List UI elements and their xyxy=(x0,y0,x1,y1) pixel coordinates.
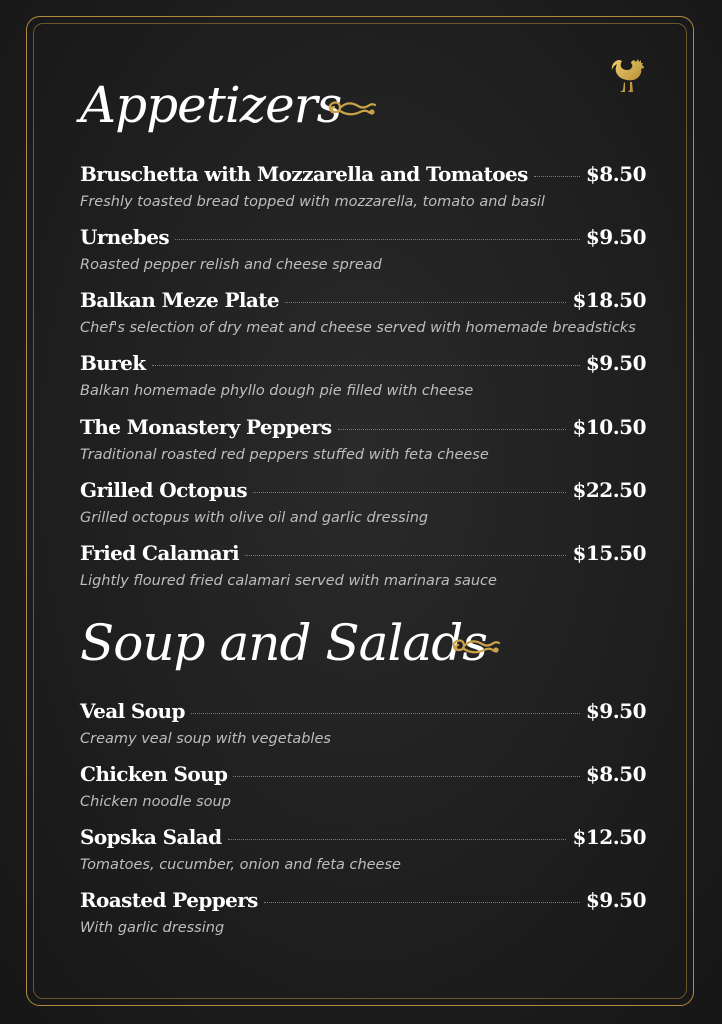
menu-item xyxy=(80,825,646,873)
dotted-leader xyxy=(285,302,566,303)
dotted-leader xyxy=(338,429,567,430)
item-description: Traditional roasted red peppers stuffed with feta cheese xyxy=(80,447,489,463)
item-name: Fried Calamari xyxy=(80,541,239,565)
menu-item xyxy=(80,541,646,589)
gold-flourish-icon xyxy=(448,634,504,662)
menu-item xyxy=(80,888,646,936)
menu-item xyxy=(80,762,646,810)
item-name: Urnebes xyxy=(80,225,170,249)
dotted-leader xyxy=(152,365,580,366)
item-name: The Monastery Peppers xyxy=(80,415,332,439)
dotted-leader xyxy=(228,839,567,840)
item-description: Tomatoes, cucumber, onion and feta cheese xyxy=(80,857,401,873)
item-price: $9.50 xyxy=(585,225,646,249)
dotted-leader xyxy=(191,713,580,714)
item-name: Burek xyxy=(80,351,146,375)
item-price: $15.50 xyxy=(572,541,646,565)
dotted-leader xyxy=(253,492,566,493)
menu-item xyxy=(80,288,646,336)
item-description: Chef's selection of dry meat and cheese served with homemade breadsticks xyxy=(80,320,636,336)
item-name: Grilled Octopus xyxy=(80,478,248,502)
section-title-soup-and-salads: Soup and Salads xyxy=(80,614,487,672)
item-description: Lightly floured fried calamari served with marinara sauce xyxy=(80,573,497,589)
dotted-leader xyxy=(534,176,580,177)
item-name: Bruschetta with Mozzarella and Tomatoes xyxy=(80,162,528,186)
item-description: Roasted pepper relish and cheese spread xyxy=(80,257,382,273)
item-name: Balkan Meze Plate xyxy=(80,288,280,312)
menu-item xyxy=(80,478,646,526)
menu-item xyxy=(80,699,646,747)
item-price: $8.50 xyxy=(585,162,646,186)
item-price: $10.50 xyxy=(572,415,646,439)
menu-item xyxy=(80,351,646,399)
item-price: $8.50 xyxy=(585,762,646,786)
dotted-leader xyxy=(245,555,567,556)
item-price: $9.50 xyxy=(585,699,646,723)
item-name: Roasted Peppers xyxy=(80,888,258,912)
item-description: Balkan homemade phyllo dough pie filled with cheese xyxy=(80,383,474,399)
dotted-leader xyxy=(175,239,580,240)
item-description: Grilled octopus with olive oil and garlic dressing xyxy=(80,510,429,526)
item-price: $9.50 xyxy=(585,351,646,375)
item-description: Freshly toasted bread topped with mozzarella, tomato and basil xyxy=(80,194,545,210)
item-price: $18.50 xyxy=(572,288,646,312)
item-name: Chicken Soup xyxy=(80,762,228,786)
menu-item xyxy=(80,162,646,210)
item-name: Veal Soup xyxy=(80,699,185,723)
rooster-icon xyxy=(608,58,648,96)
dotted-leader xyxy=(233,776,579,777)
item-price: $9.50 xyxy=(585,888,646,912)
item-description: Creamy veal soup with vegetables xyxy=(80,731,331,747)
item-description: With garlic dressing xyxy=(80,920,225,936)
item-name: Sopska Salad xyxy=(80,825,222,849)
gold-flourish-icon xyxy=(324,96,380,124)
item-price: $22.50 xyxy=(572,478,646,502)
menu-item xyxy=(80,415,646,463)
section-title-appetizers: Appetizers xyxy=(80,76,342,134)
item-price: $12.50 xyxy=(572,825,646,849)
menu-item xyxy=(80,225,646,273)
item-description: Chicken noodle soup xyxy=(80,794,231,810)
dotted-leader xyxy=(264,902,580,903)
